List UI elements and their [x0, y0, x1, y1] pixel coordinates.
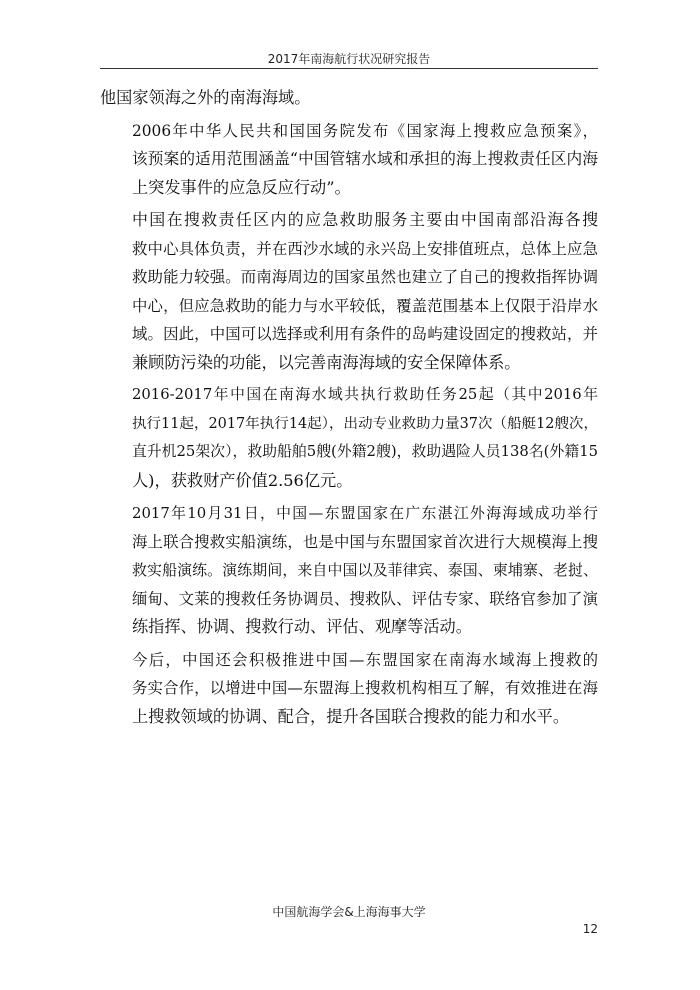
footer-organization: 中国航海学会&上海海事大学: [272, 905, 426, 919]
text-line: 上突发事件的应急反应行动”。: [132, 177, 351, 197]
text-line: 中国在搜救责任区内的应急救助服务主要由中国南部沿海各搜: [132, 210, 598, 229]
text-line: 兼顾防污染的功能，以完善南海海域的安全保障体系。: [132, 352, 521, 372]
page-number: 12: [582, 922, 598, 936]
text-line: 救助能力较强。而南海周边的国家虽然也建立了自己的搜救指挥协调: [132, 268, 598, 286]
text-line: 2006年中华人民共和国国务院发布《国家海上搜救应急预案》，: [132, 121, 598, 140]
text-line: 域。因此，中国可以选择或利用有条件的岛屿建设固定的搜救站，并: [132, 325, 598, 343]
paragraph-joint-exercise: [100, 499, 598, 642]
text-line: 海上联合搜救实船演练，也是中国与东盟国家首次进行大规模海上搜: [132, 532, 598, 551]
text-line: 今后，中国还会积极推进中国—东盟国家在南海水域海上搜救的: [132, 650, 598, 669]
paragraph-rescue-statistics: [100, 381, 598, 495]
paragraph-future-cooperation: [100, 646, 598, 732]
text-line: 中心，但应急救助的能力与水平较低，覆盖范围基本上仅限于沿岸水: [132, 296, 598, 315]
paragraph-emergency-plan: [100, 117, 598, 203]
text-line: 缅甸、文莱的搜救任务协调员、搜救队、评估专家、联络官参加了演: [132, 589, 598, 608]
text-line: 务实合作，以增进中国—东盟海上搜救机构相互了解，有效推进在海: [132, 679, 598, 697]
text-line: 救实船演练。演练期间，来自中国以及菲律宾、泰国、柬埔寨、老挝、: [132, 561, 598, 579]
text-line: 他国家领海之外的南海海域。: [100, 88, 311, 107]
text-line: 2016-2017年中国在南海水域共执行救助任务25起（其中2016年: [132, 386, 598, 403]
text-line: 直升机25架次），救助船舶5艘(外籍2艘)，救助遇险人员138名(外籍15: [132, 443, 598, 460]
text-line: 该预案的适用范围涵盖“中国管辖水域和承担的海上搜救责任区内海: [132, 149, 598, 168]
paragraph-continuation: [100, 84, 598, 113]
text-line: 救中心具体负责，并在西沙水域的永兴岛上安排值班点，总体上应急: [132, 239, 598, 258]
text-line: 上搜救领域的协调、配合，提升各国联合搜救的能力和水平。: [132, 706, 570, 726]
running-header: 2017年南海航行状况研究报告: [267, 52, 431, 66]
body-text: [100, 84, 598, 735]
text-line: 2017年10月31日，中国—东盟国家在广东湛江外海海域成功举行: [132, 504, 598, 522]
text-line: 练指挥、协调、搜救行动、评估、观摩等活动。: [132, 617, 472, 636]
text-line: 人)，获救财产价值2.56亿元。: [132, 470, 353, 490]
header-divider: [100, 68, 598, 69]
text-line: 执行11起，2017年执行14起），出动专业救助力量37次（船艇12艘次，: [132, 415, 598, 432]
paragraph-rescue-service: [100, 206, 598, 377]
